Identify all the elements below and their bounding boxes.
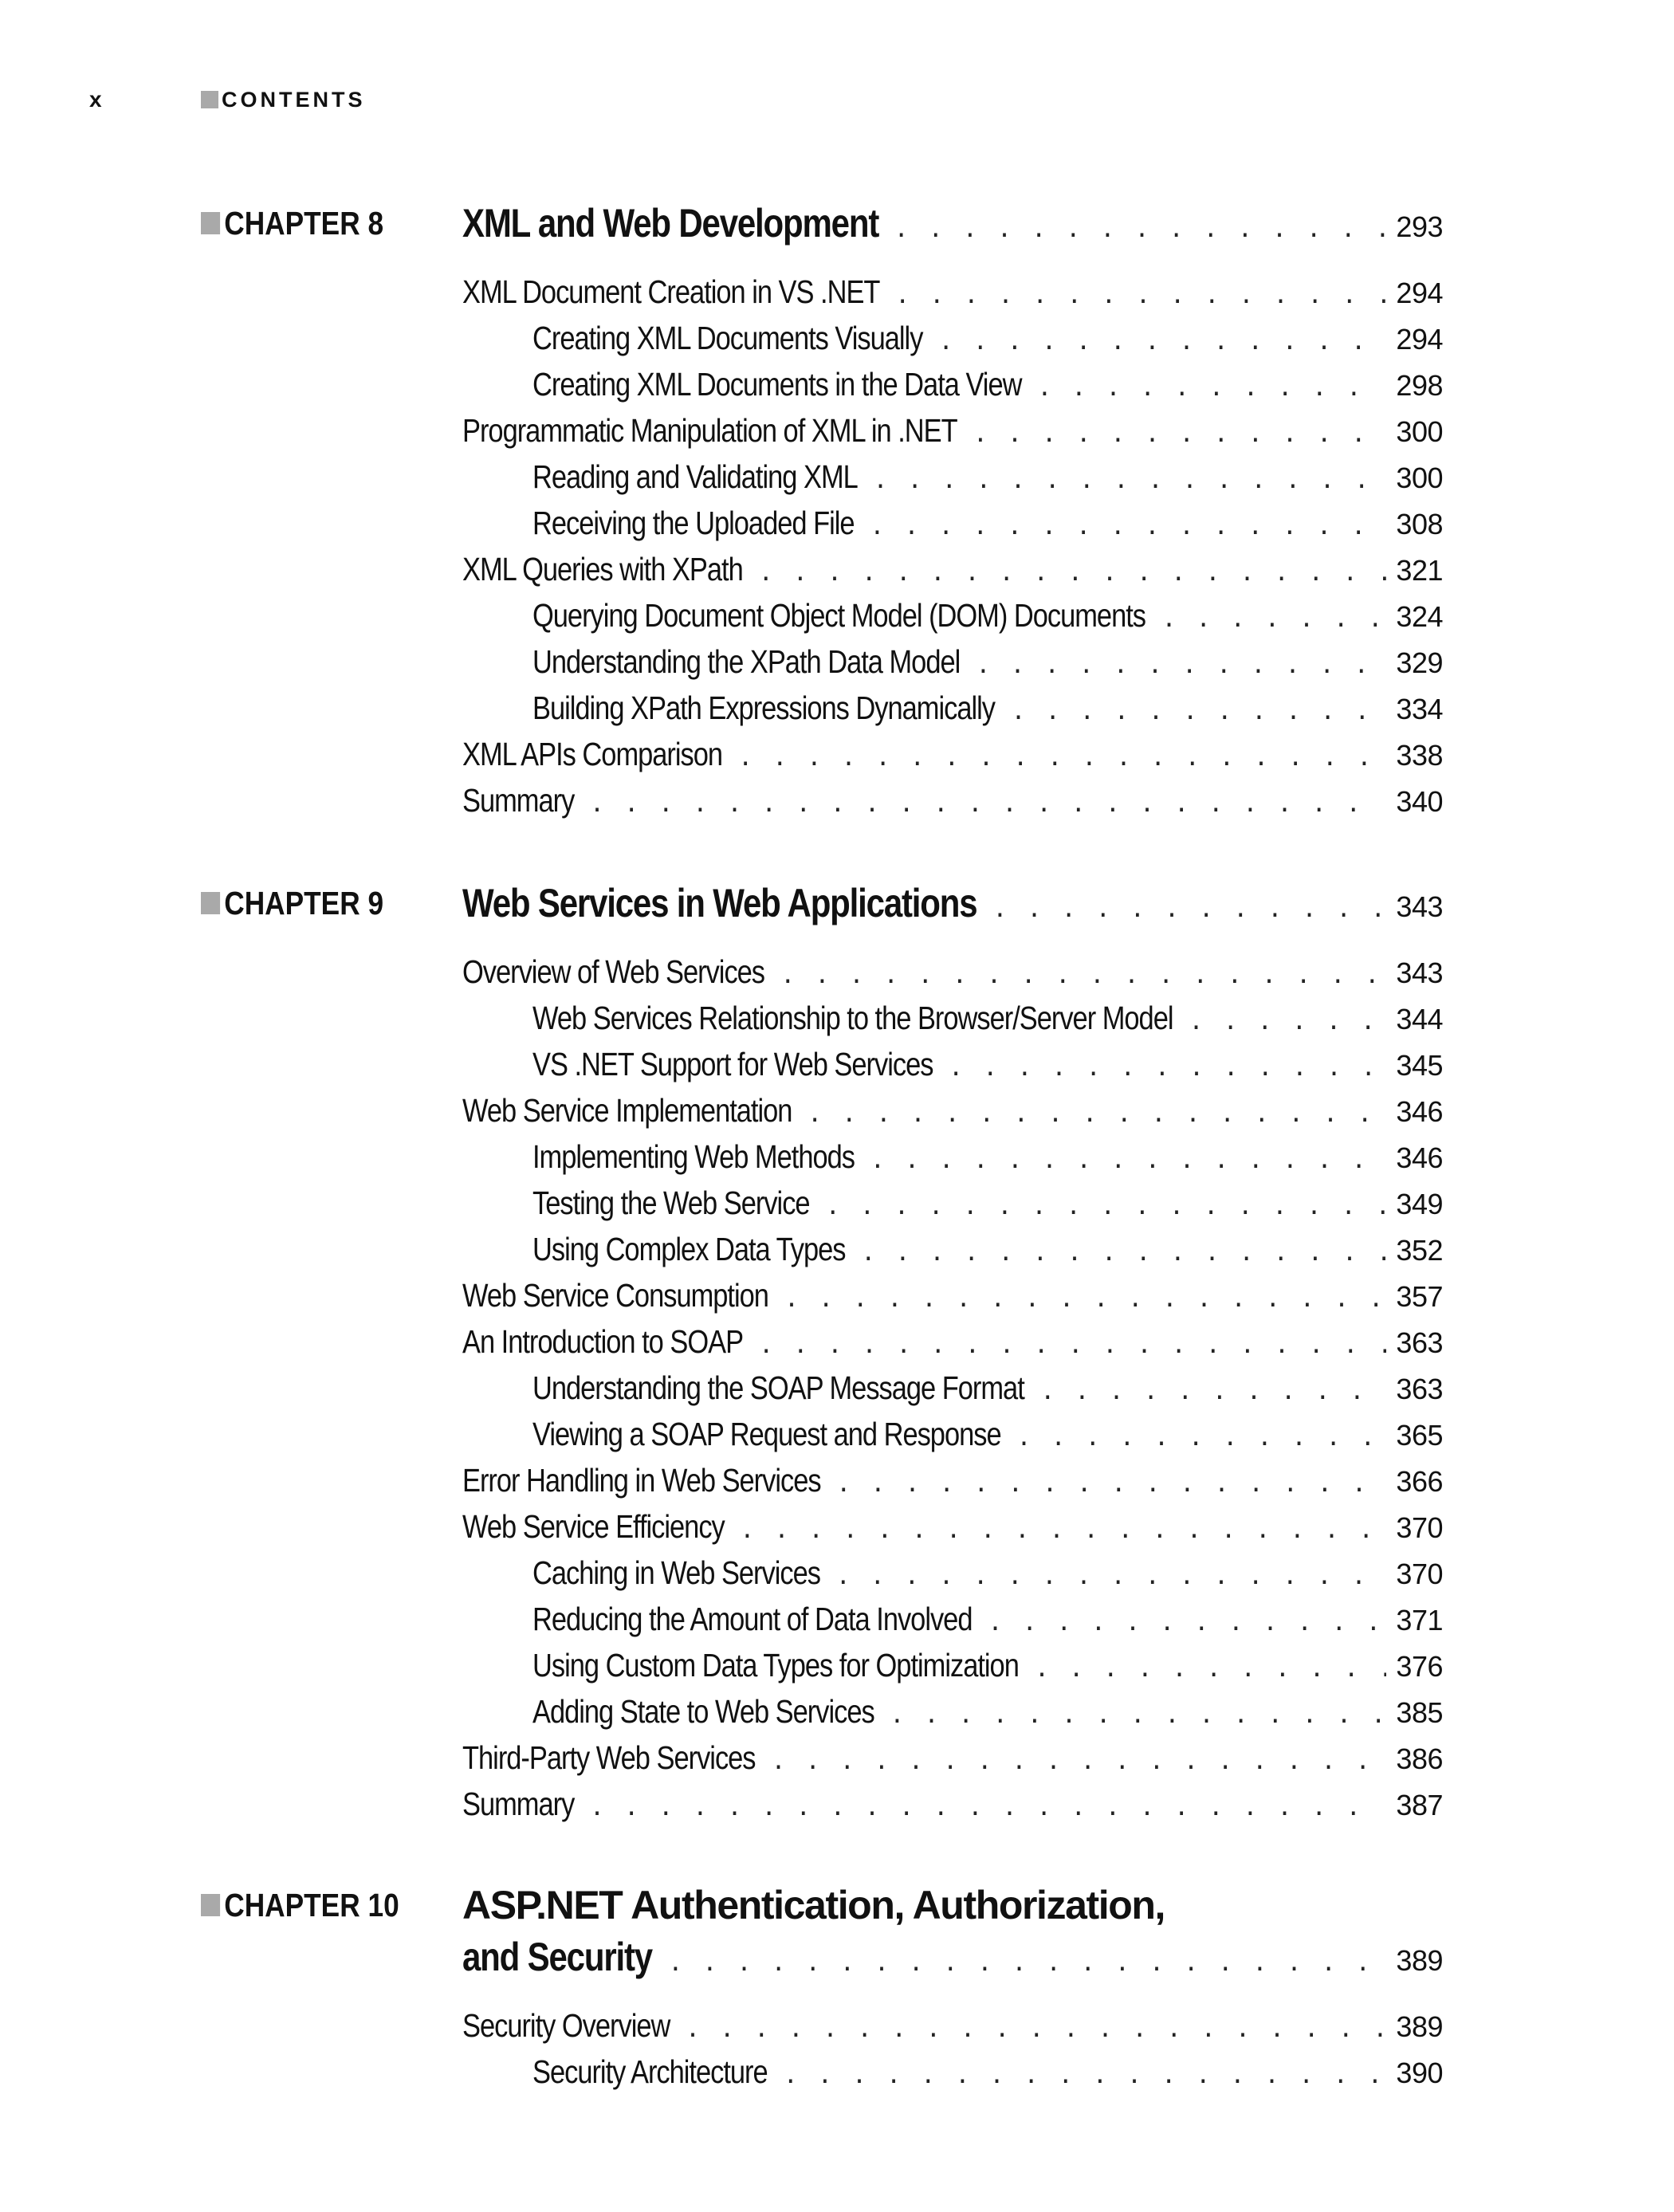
entry-title: Implementing Web Methods bbox=[532, 1138, 855, 1175]
toc-subentry[interactable] bbox=[0, 995, 1674, 1041]
page-number: 298 bbox=[1396, 369, 1443, 402]
page-number: 357 bbox=[1396, 1280, 1443, 1313]
gray-square-marker-icon bbox=[201, 91, 218, 108]
entry-title: Third-Party Web Services bbox=[462, 1739, 756, 1776]
entry-title: Web Service Efficiency bbox=[462, 1508, 725, 1545]
dot-leader bbox=[973, 420, 1387, 448]
page-number: 371 bbox=[1396, 1604, 1443, 1636]
toc-entry[interactable] bbox=[0, 269, 1674, 315]
chapter-number: CHAPTER 10 bbox=[224, 1886, 399, 1923]
entry-title: Reading and Validating XML bbox=[532, 458, 858, 495]
page-number: 385 bbox=[1396, 1696, 1443, 1729]
entry-title: Creating XML Documents Visually bbox=[532, 320, 923, 356]
dot-leader bbox=[780, 961, 1386, 989]
toc-entry[interactable] bbox=[0, 546, 1674, 592]
entry-title: Understanding the XPath Data Model bbox=[532, 643, 961, 680]
page-number: 300 bbox=[1396, 415, 1443, 448]
toc-entry[interactable] bbox=[0, 777, 1674, 823]
dot-leader bbox=[1040, 1377, 1386, 1405]
dot-leader bbox=[590, 1794, 1386, 1821]
dot-leader bbox=[836, 1562, 1387, 1590]
entry-title: Building XPath Expressions Dynamically bbox=[532, 690, 995, 726]
page-number: 387 bbox=[1396, 1789, 1443, 1821]
page-number: 389 bbox=[1396, 1944, 1443, 1977]
dot-leader bbox=[738, 744, 1386, 772]
toc-subentry[interactable] bbox=[0, 1180, 1674, 1226]
dot-leader bbox=[949, 1054, 1386, 1082]
page-number: 346 bbox=[1396, 1141, 1443, 1174]
toc-subentry[interactable] bbox=[0, 1226, 1674, 1272]
entry-title: Using Complex Data Types bbox=[532, 1231, 846, 1267]
page-number: 349 bbox=[1396, 1188, 1443, 1220]
dot-leader bbox=[836, 1470, 1386, 1498]
dot-leader bbox=[1189, 1008, 1387, 1035]
entry-title: XML Document Creation in VS .NET bbox=[462, 273, 880, 310]
dot-leader bbox=[976, 651, 1386, 679]
toc-entry[interactable] bbox=[0, 949, 1674, 995]
toc-entry[interactable] bbox=[0, 2002, 1674, 2049]
toc-subentry[interactable] bbox=[0, 1596, 1674, 1642]
page-folio: x bbox=[89, 87, 102, 112]
dot-leader bbox=[759, 559, 1387, 587]
page-number: 389 bbox=[1396, 2010, 1443, 2043]
chapter-title-row[interactable] bbox=[0, 195, 1674, 251]
toc-entry[interactable] bbox=[0, 407, 1674, 454]
page-number: 344 bbox=[1396, 1003, 1443, 1035]
dot-leader bbox=[772, 1747, 1387, 1775]
entry-title: Creating XML Documents in the Data View bbox=[532, 366, 1022, 403]
entry-title: Reducing the Amount of Data Involved bbox=[532, 1601, 973, 1637]
entry-title: Web Service Consumption bbox=[462, 1277, 768, 1314]
toc-subentry[interactable] bbox=[0, 592, 1674, 638]
entry-title: An Introduction to SOAP bbox=[462, 1323, 744, 1360]
chapter-title-line1: ASP.NET Authentication, Authorization, bbox=[462, 1883, 1165, 1927]
entry-title: Error Handling in Web Services bbox=[462, 1462, 821, 1499]
dot-leader bbox=[686, 2015, 1386, 2043]
page-number: 321 bbox=[1396, 554, 1443, 587]
toc-subentry[interactable] bbox=[0, 1688, 1674, 1735]
toc-subentry[interactable] bbox=[0, 361, 1674, 407]
toc-subentry[interactable] bbox=[0, 1550, 1674, 1596]
entry-title: Security Overview bbox=[462, 2007, 670, 2044]
dot-leader bbox=[873, 466, 1386, 494]
page-number: 300 bbox=[1396, 462, 1443, 494]
page-number: 376 bbox=[1396, 1650, 1443, 1683]
page-number: 363 bbox=[1396, 1326, 1443, 1359]
toc-subentry[interactable] bbox=[0, 1134, 1674, 1180]
dot-leader bbox=[590, 790, 1386, 818]
dot-leader bbox=[939, 328, 1387, 356]
dot-leader bbox=[1017, 1424, 1387, 1452]
page-number: 390 bbox=[1396, 2057, 1443, 2089]
dot-leader bbox=[992, 895, 1386, 923]
chapter-title-row[interactable] bbox=[0, 1929, 1674, 1985]
toc-entry[interactable] bbox=[0, 1272, 1674, 1318]
page-number: 366 bbox=[1396, 1465, 1443, 1498]
toc-entry[interactable] bbox=[0, 731, 1674, 777]
toc-entry[interactable] bbox=[0, 1087, 1674, 1134]
dot-leader bbox=[740, 1516, 1386, 1544]
entry-title: Programmatic Manipulation of XML in .NET bbox=[462, 412, 957, 449]
entry-title: Testing the Web Service bbox=[532, 1185, 810, 1221]
chapter-title: and Security bbox=[462, 1935, 652, 1979]
page-number: 293 bbox=[1396, 210, 1443, 243]
dot-leader bbox=[1011, 697, 1386, 725]
toc-entry[interactable] bbox=[0, 1318, 1674, 1365]
page-number: 334 bbox=[1396, 693, 1443, 725]
entry-title: XML Queries with XPath bbox=[462, 551, 743, 587]
page-number: 294 bbox=[1396, 277, 1443, 309]
dot-leader bbox=[894, 215, 1387, 243]
dot-leader bbox=[870, 1146, 1387, 1174]
entry-title: Security Architecture bbox=[532, 2053, 768, 2090]
page-number: 343 bbox=[1396, 890, 1443, 923]
gray-square-marker-icon bbox=[201, 1894, 220, 1916]
toc-subentry[interactable] bbox=[0, 500, 1674, 546]
page-header bbox=[0, 84, 1674, 116]
page-number: 346 bbox=[1396, 1095, 1443, 1128]
dot-leader bbox=[895, 281, 1386, 309]
page-number: 363 bbox=[1396, 1373, 1443, 1405]
entry-title: VS .NET Support for Web Services bbox=[532, 1046, 933, 1082]
running-head-text: CONTENTS bbox=[222, 88, 366, 112]
dot-leader bbox=[890, 1701, 1386, 1729]
toc-subentry[interactable] bbox=[0, 454, 1674, 500]
page-number: 370 bbox=[1396, 1511, 1443, 1544]
toc-subentry[interactable] bbox=[0, 685, 1674, 731]
toc-entry[interactable] bbox=[0, 1457, 1674, 1503]
toc-subentry[interactable] bbox=[0, 638, 1674, 685]
entry-title: Using Custom Data Types for Optimization bbox=[532, 1647, 1019, 1684]
dot-leader bbox=[826, 1192, 1387, 1220]
entry-title: Summary bbox=[462, 782, 575, 819]
toc-subentry[interactable] bbox=[0, 2049, 1674, 2095]
entry-title: Overview of Web Services bbox=[462, 953, 765, 990]
chapter-title: Web Services in Web Applications bbox=[462, 881, 977, 925]
entry-title: Querying Document Object Model (DOM) Documents bbox=[532, 597, 1145, 634]
page-number: 329 bbox=[1396, 646, 1443, 679]
toc-subentry[interactable] bbox=[0, 1411, 1674, 1457]
page-number: 294 bbox=[1396, 323, 1443, 356]
page-number: 365 bbox=[1396, 1419, 1443, 1452]
entry-title: Summary bbox=[462, 1786, 575, 1822]
entry-title: Web Service Implementation bbox=[462, 1092, 792, 1129]
dot-leader bbox=[668, 1949, 1386, 1977]
dot-leader bbox=[808, 1100, 1386, 1128]
chapter-title-row[interactable] bbox=[0, 875, 1674, 931]
page-number: 338 bbox=[1396, 739, 1443, 772]
entry-title: Adding State to Web Services bbox=[532, 1693, 874, 1730]
page-number: 370 bbox=[1396, 1558, 1443, 1590]
page-number: 308 bbox=[1396, 508, 1443, 540]
page-number: 343 bbox=[1396, 957, 1443, 989]
page-number: 352 bbox=[1396, 1234, 1443, 1267]
page-number: 324 bbox=[1396, 600, 1443, 633]
dot-leader bbox=[861, 1239, 1386, 1267]
toc-entry[interactable] bbox=[0, 1503, 1674, 1550]
page-number: 345 bbox=[1396, 1049, 1443, 1082]
dot-leader bbox=[759, 1331, 1386, 1359]
toc-subentry[interactable] bbox=[0, 1041, 1674, 1087]
chapter-label bbox=[201, 1877, 399, 1933]
toc-entry[interactable] bbox=[0, 1735, 1674, 1781]
page-number: 386 bbox=[1396, 1742, 1443, 1775]
entry-title: Web Services Relationship to the Browser/Server Model bbox=[532, 1000, 1173, 1036]
dot-leader bbox=[870, 513, 1386, 540]
dot-leader bbox=[988, 1609, 1387, 1636]
chapter-title: XML and Web Development bbox=[462, 201, 879, 246]
entry-title: XML APIs Comparison bbox=[462, 736, 723, 772]
toc-subentry[interactable] bbox=[0, 1365, 1674, 1411]
entry-title: Receiving the Uploaded File bbox=[532, 505, 855, 541]
entry-title: Caching in Web Services bbox=[532, 1554, 820, 1591]
page-number: 340 bbox=[1396, 785, 1443, 818]
entry-title: Viewing a SOAP Request and Response bbox=[532, 1416, 1001, 1452]
dot-leader bbox=[1035, 1655, 1386, 1683]
chapter-number: CHAPTER 8 bbox=[224, 204, 384, 242]
chapter-number: CHAPTER 9 bbox=[224, 884, 384, 921]
running-head bbox=[201, 84, 366, 116]
dot-leader bbox=[784, 2061, 1387, 2089]
toc-subentry[interactable] bbox=[0, 315, 1674, 361]
dot-leader bbox=[1037, 374, 1386, 402]
toc-entry[interactable] bbox=[0, 1781, 1674, 1827]
dot-leader bbox=[784, 1285, 1386, 1313]
entry-title: Understanding the SOAP Message Format bbox=[532, 1369, 1024, 1406]
toc-subentry[interactable] bbox=[0, 1642, 1674, 1688]
dot-leader bbox=[1161, 605, 1386, 633]
